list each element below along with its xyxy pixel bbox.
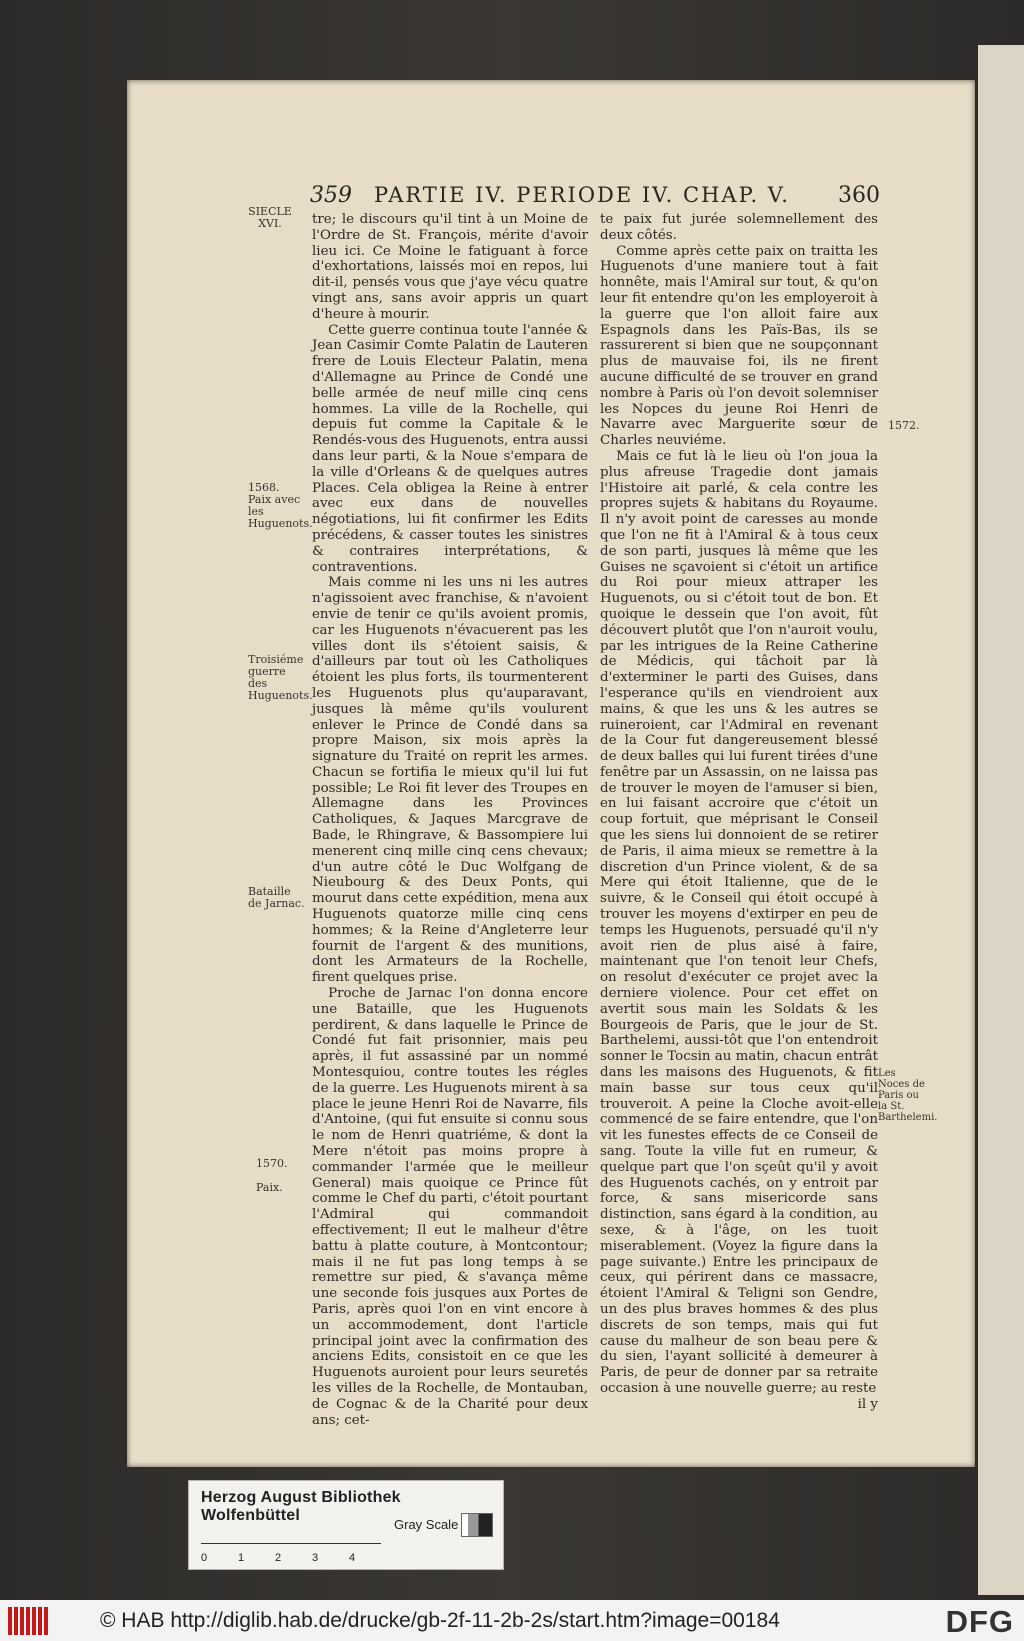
gray-scale-label: Gray Scale xyxy=(394,1517,459,1532)
dfg-logo: DFG xyxy=(945,1604,1014,1639)
measurement-scale xyxy=(201,1543,381,1564)
margin-note-paix: Paix. xyxy=(256,1181,283,1194)
paragraph: Mais comme ni les uns ni les autres n'agissoient avec franchise, & n'avoient envie de tenir ce qu'ils avoient promis, car les Huguenots n'évacuerent pas les villes dont ils s'étoient saisis, & d'ailleurs par tout où les Catholiques étoient les plus forts, ils tourmenterent les Huguenots plus qu'auparavant, jusques là même qu'ils voulurent enlever le Prince de Condé dans sa propre Maison, six mois après la signature du Traité on reprit les armes. Chacun se fortifia le mieux qu'il lui fut possible; Le Roi fit lever des Troupes en Allemagne dans les Provinces Catholiques, & Jaques Marcgrave de Bade, le Rhingrave, & Bassompiere lui menerent cinq mille cinq cens chevaux; d'un autre côté le Duc Wolfgang de Nieubourg & des Deux Ponts, qui mourut dans cette expédition, mena aux Huguenots quatorze mille cinq cens hommes; & la Reine d'Angleterre leur fournit de l'argent & des munitions, dont les Armateurs de la Rochelle, firent quelques prise. xyxy=(312,575,588,986)
library-color-card xyxy=(188,1480,504,1570)
paragraph: Mais ce fut là le lieu où l'on joua la plus afreuse Tragedie dont jamais l'Histoire ait parlé, & cela contre les propres sujets & habitans du Royaume. Il n'y avoit point de caresses au monde que l'on ne fit à l'Amiral & à tous ceux de son parti, jusques là même que les Guises ne sçavoient si c'étoit un artifice du Roi pour mieux attraper les Huguenots, ou si c'étoit tout de bon. Et quoique le dessein que l'on avoit, fût découvert plutôt que l'on n'auroit voulu, par les intrigues de la Reine Catherine de Médicis, qui tâchoit par là d'exterminer le parti des Guises, dans l'esperance qu'ils en viendroient aux mains, & que les uns & les autres se ruineroient, car l'Admiral en revenant de la Cour fut dangereusement blessé de deux balles qui lui furent tirées d'une fenêtre par un Assassin, on ne laissa pas de trouver le moyen de l'amuser si bien, en lui faisant accroire que c'étoit un coup fortuit, que méprisant le Conseil que les siens lui donnoient de se retirer de Paris, il aima mieux se remettre à la discretion d'un Prince violent, & de sa Mere qui étoit Italienne, que de le suivre, & le Conseil qui étoit occupé à trouver les moyens d'extirper en peu de temps les Huguenots, persuadé qu'il n'y avoit rien de plus aisé à faire, maintenant que l'on tenoit leur Chefs, on resolut d'exécuter ce projet avec la derniere violence. Pour cet effet on avertit sous main les Soldats & les Bourgeois de Paris, que le jour de St. Barthelemi, aussi-tôt que l'on entendroit sonner le Tocsin au matin, chacun entrât dans les maisons des Huguenots, & fit main basse sur tous ceux qu'il trouveroit. A peine la Cloche avoit-elle commencé de se faire entendre, que l'on vit les funestes effects de ce Conseil de sang. Toute la ville fut en rumeur, & quelque part que l'on sçeût qu'il y avoit des Huguenots cachés, on y entroit par force, & sans misericorde sans distinction, sans égard à la condition, au sexe, & à l'âge, on les tuoit miserablement. (Voyez la figure dans la page suivante.) Entre les principaux de ceux, qui périrent dans ce massacre, étoient l'Amiral & Teligni son Gendre, un des plus braves hommes & des plus discrets de son temps, mais qui fut cause du malheur de son beau pere & du sien, l'ayant sollicité à demeurer à Paris, de peur de donner par sa retraite occasion à une nouvelle guerre; au reste xyxy=(600,448,878,1396)
paragraph: te paix fut jurée solemnellement des deux côtés. xyxy=(600,212,878,243)
margin-note-bataille-jarnac: Bataille de Jarnac. xyxy=(248,885,305,910)
scale-tick: 3 xyxy=(312,1552,319,1564)
left-text-column xyxy=(312,212,588,1428)
scale-tick: 4 xyxy=(349,1552,356,1564)
adjacent-page-edge xyxy=(978,45,1024,1595)
source-url-link[interactable]: © HAB http://diglib.hab.de/drucke/gb-2f-11-2b-2s/start.htm?image=00184 xyxy=(100,1609,780,1632)
paragraph: tre; le discours qu'il tint à un Moine de l'Ordre de St. François, mérite d'avoir lieu ici. Ce Moine le fatiguant à force d'exhortations, laissés moi en repos, lui dit-il, pensés vous que j'aye vécu quatre vingt ans, sans avoir appris un quart d'heure à mourir. xyxy=(312,212,588,322)
hab-logo-icon xyxy=(8,1607,48,1635)
page-header xyxy=(310,183,880,209)
right-page-number: 360 xyxy=(838,183,880,208)
paragraph: Proche de Jarnac l'on donna encore une Bataille, que les Huguenots perdirent, & dans laquelle le Prince de Condé fut fait prisonnier, mais peu après, il fut assassiné par un nommé Montesquiou, contre toutes les régles de la guerre. Les Huguenots mirent à sa place le jeune Henri Roi de Navarre, fils d'Antoine, (qui fut ensuite si connu sous le nom de Henri quatriéme, & dont la Mere n'étoit pas moins propre à commander l'armée que le meilleur General) mais quoique ce Prince fût comme le Chef du parti, c'étoit pourtant l'Admiral qui commandoit effectivement; Il eut le malheur d'être battu à platte couture, à Montcontour; mais il ne fut pas long temps à se remettre sur pied, & s'avança même une seconde fois jusques aux Portes de Paris, après quoi l'on en vint encore à un accommodement, dont l'article principal joint avec la confirmation des anciens Edits, consistoit en ce que les Huguenots auroient pour leurs seuretés les villes de la Rochelle, de Montauban, de Cognac & de la Charité pour deux ans; cet- xyxy=(312,986,588,1428)
scale-tick: 2 xyxy=(275,1552,282,1564)
margin-note-noces: Les Noces de Paris ou la St. Barthelemi. xyxy=(878,1068,938,1123)
margin-note-siecle: SIECLE XVI. xyxy=(248,205,292,230)
left-page-number: 359 xyxy=(310,183,352,208)
margin-note-paix-1568: 1568. Paix avec les Huguenots. xyxy=(248,481,313,530)
scale-tick: 0 xyxy=(201,1552,208,1564)
margin-note-1572: 1572. xyxy=(888,419,920,432)
gray-scale-swatch xyxy=(461,1513,493,1537)
paragraph: Comme après cette paix on traitta les Huguenots d'une maniere tout à fait honnête, mais l'Amiral sur tout, & qu'on leur fit entendre qu'on les employeroit à la guerre que l'on alloit faire aux Espagnols dans les Païs-Bas, ils se rassurerent si bien que ne soupçonnant plus de mauvaise foi, ils ne firent aucune difficulté de se trouver en grand nombre à Paris où l'on devoit solemniser les Nopces du jeune Roi Henri de Navarre avec Marguerite sœur de Charles neuviéme. xyxy=(600,243,878,449)
catchword: il y xyxy=(857,1396,878,1412)
running-title: PARTIE IV. PERIODE IV. CHAP. V. xyxy=(374,183,790,207)
scale-tick: 1 xyxy=(238,1552,245,1564)
library-name: Herzog August Bibliothek Wolfenbüttel xyxy=(201,1489,401,1524)
viewer-footer xyxy=(0,1600,1024,1641)
margin-note-1570: 1570. xyxy=(256,1157,288,1170)
right-text-column xyxy=(600,212,878,1413)
paragraph: Cette guerre continua toute l'année & Jean Casimir Comte Palatin de Lauteren frere de Louis Electeur Palatin, mena d'Allemagne au Prince de Condé une belle armée de neuf mille cinq cens hommes. La ville de la Rochelle, qui depuis fut comme la Capitale & le Rendés-vous des Huguenots, entra aussi dans leur parti, & la Noue s'empara de la ville d'Orleans & de quelques autres Places. Cela obligea la Reine à entrer avec eux dans de nouvelles négotiations, lui fit confirmer les Edits précédens, & casser toutes les sinistres & contraires interprétations, & contraventions. xyxy=(312,322,588,575)
margin-note-troisieme-guerre: Troisiéme guerre des Huguenots. xyxy=(248,653,313,702)
